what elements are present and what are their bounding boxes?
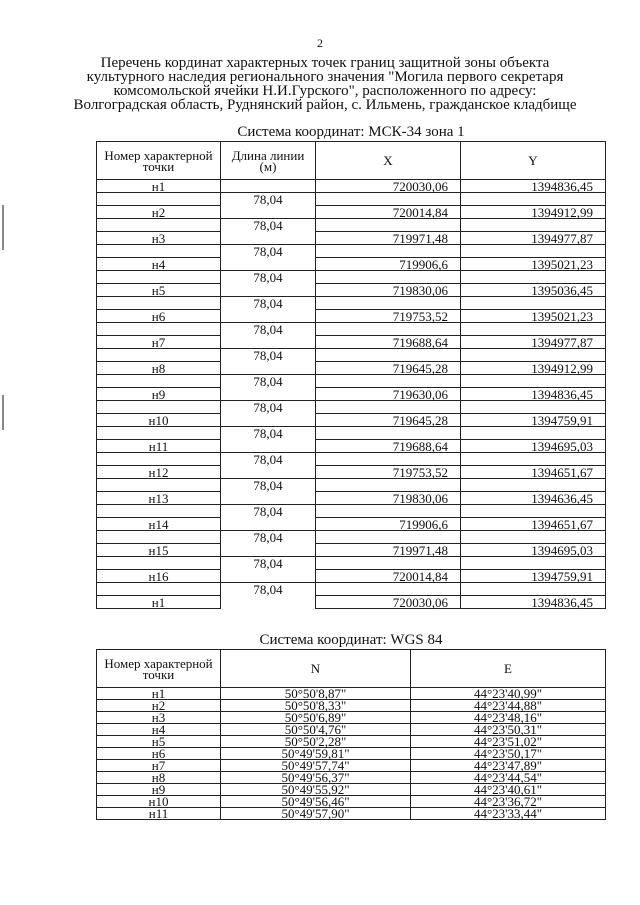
length-spacer-cell [221,206,316,219]
n-cell: 50°49'59,81" [221,748,411,760]
header-x: X [316,142,461,180]
empty-cell [97,375,221,388]
length-cell: 78,04 [221,479,316,492]
e-cell: 44°23'50,17" [411,748,606,760]
empty-cell [461,375,606,388]
point-cell: н2 [97,700,221,712]
n-cell: 50°49'57,90" [221,808,411,820]
point-cell: н4 [97,258,221,271]
empty-cell [461,349,606,362]
empty-cell [461,427,606,440]
n-cell: 50°49'56,46" [221,796,411,808]
empty-cell [316,323,461,336]
length-spacer-cell [221,362,316,375]
point-cell: н16 [97,570,221,583]
length-row [97,531,606,544]
point-cell: н14 [97,518,221,531]
title-line: комсомольской ячейки Н.И.Гурского", расположенного по адресу: [113,83,537,99]
length-row [97,193,606,206]
length-spacer-cell [221,492,316,505]
x-cell: 719645,28 [316,362,461,375]
empty-cell [97,349,221,362]
empty-cell [316,401,461,414]
empty-cell [316,453,461,466]
header-length: Длина линии (м) [221,142,316,180]
x-cell: 719971,48 [316,232,461,245]
wgs-coordinates-table [96,649,606,820]
y-cell: 1394977,87 [461,336,606,349]
length-spacer-cell [221,336,316,349]
length-row [97,323,606,336]
length-cell: 78,04 [221,193,316,206]
point-cell: н1 [97,596,221,609]
table-row [97,544,606,557]
table-row [97,518,606,531]
e-cell: 44°23'47,89" [411,760,606,772]
y-cell: 1394836,45 [461,596,606,609]
empty-cell [97,401,221,414]
empty-cell [461,297,606,310]
point-cell: н7 [97,760,221,772]
n-cell: 50°50'4,76" [221,724,411,736]
empty-cell [461,401,606,414]
e-cell: 44°23'51,02" [411,736,606,748]
table-row [97,310,606,323]
empty-cell [97,323,221,336]
length-row [97,583,606,596]
empty-cell [461,193,606,206]
point-cell: н2 [97,206,221,219]
y-cell: 1395036,45 [461,284,606,297]
point-cell: н5 [97,284,221,297]
point-cell: н10 [97,414,221,427]
empty-cell [97,453,221,466]
length-cell: 78,04 [221,401,316,414]
table-row [97,492,606,505]
empty-cell [316,557,461,570]
empty-cell [316,531,461,544]
x-cell: 719830,06 [316,492,461,505]
empty-cell [316,479,461,492]
empty-cell [97,557,221,570]
empty-cell [461,557,606,570]
y-cell: 1394836,45 [461,388,606,401]
n-cell: 50°50'8,33" [221,700,411,712]
x-cell: 719688,64 [316,440,461,453]
length-cell: 78,04 [221,427,316,440]
length-spacer-cell [221,414,316,427]
table-row [97,466,606,479]
x-cell: 720014,84 [316,206,461,219]
x-cell: 720030,06 [316,596,461,609]
empty-cell [461,505,606,518]
header-e: E [411,650,606,688]
header-y: Y [461,142,606,180]
length-row [97,375,606,388]
empty-cell [316,297,461,310]
point-cell: н3 [97,712,221,724]
length-spacer-cell [221,180,316,193]
table-row [97,206,606,219]
table-header-row [97,650,606,688]
y-cell: 1394651,67 [461,466,606,479]
point-cell: н9 [97,784,221,796]
x-cell: 719906,6 [316,258,461,271]
point-cell: н4 [97,724,221,736]
length-cell: 78,04 [221,297,316,310]
table-row [97,284,606,297]
scan-artifact [2,395,4,430]
header-point: Номер характерной точки [97,142,221,180]
empty-cell [97,505,221,518]
length-cell: 78,04 [221,505,316,518]
length-row [97,219,606,232]
empty-cell [316,375,461,388]
title-line: Перечень кординат характерных точек границ защитной зоны объекта [100,55,550,71]
x-cell: 720030,06 [316,180,461,193]
n-cell: 50°49'56,37" [221,772,411,784]
x-cell: 719630,06 [316,388,461,401]
empty-cell [461,245,606,258]
table-row [97,362,606,375]
length-row [97,349,606,362]
length-row [97,479,606,492]
x-cell: 719906,6 [316,518,461,531]
y-cell: 1394912,99 [461,206,606,219]
x-cell: 719753,52 [316,466,461,479]
length-spacer-cell [221,258,316,271]
e-cell: 44°23'36,72" [411,796,606,808]
length-cell: 78,04 [221,349,316,362]
y-cell: 1394651,67 [461,518,606,531]
empty-cell [97,245,221,258]
table-row [97,570,606,583]
x-cell: 719645,28 [316,414,461,427]
title-line: культурного наследия регионального значения "Могила первого секретаря [86,69,564,85]
length-row [97,245,606,258]
e-cell: 44°23'50,31" [411,724,606,736]
point-cell: н6 [97,310,221,323]
length-spacer-cell [221,440,316,453]
y-cell: 1394759,91 [461,414,606,427]
length-spacer-cell [221,544,316,557]
e-cell: 44°23'40,61" [411,784,606,796]
y-cell: 1395021,23 [461,310,606,323]
length-row [97,401,606,414]
n-cell: 50°49'57,74" [221,760,411,772]
table-row [97,596,606,609]
table-row [97,336,606,349]
point-cell: н8 [97,772,221,784]
length-row [97,271,606,284]
point-cell: н6 [97,748,221,760]
length-cell: 78,04 [221,453,316,466]
empty-cell [461,271,606,284]
empty-cell [316,193,461,206]
n-cell: 50°50'8,87" [221,688,411,700]
empty-cell [97,479,221,492]
document-title [60,56,590,112]
header-n: N [221,650,411,688]
table-row [97,180,606,193]
point-cell: н13 [97,492,221,505]
header-point: Номер характерной точки [97,650,221,688]
point-cell: н8 [97,362,221,375]
e-cell: 44°23'40,99" [411,688,606,700]
point-cell: н12 [97,466,221,479]
table-row [97,232,606,245]
length-spacer-cell [221,466,316,479]
length-spacer-cell [221,310,316,323]
length-spacer-cell [221,388,316,401]
n-cell: 50°49'55,92" [221,784,411,796]
table-header-row [97,142,606,180]
length-row [97,427,606,440]
empty-cell [97,193,221,206]
table-row [97,388,606,401]
empty-cell [461,531,606,544]
length-spacer-cell [221,232,316,245]
empty-cell [316,583,461,596]
length-cell: 78,04 [221,583,316,596]
empty-cell [461,583,606,596]
y-cell: 1394695,03 [461,544,606,557]
y-cell: 1394912,99 [461,362,606,375]
empty-cell [97,297,221,310]
point-cell: н10 [97,796,221,808]
empty-cell [316,219,461,232]
y-cell: 1394695,03 [461,440,606,453]
point-cell: н15 [97,544,221,557]
empty-cell [316,349,461,362]
y-cell: 1394836,45 [461,180,606,193]
length-row [97,453,606,466]
length-row [97,297,606,310]
wgs-caption: Система координат: WGS 84 [259,632,443,648]
empty-cell [461,479,606,492]
length-cell: 78,04 [221,219,316,232]
empty-cell [97,427,221,440]
point-cell: н11 [97,808,221,820]
e-cell: 44°23'48,16" [411,712,606,724]
e-cell: 44°23'33,44" [411,808,606,820]
point-cell: н1 [97,180,221,193]
scan-artifact [2,205,4,250]
point-cell: н3 [97,232,221,245]
empty-cell [97,219,221,232]
point-cell: н5 [97,736,221,748]
x-cell: 719971,48 [316,544,461,557]
length-cell: 78,04 [221,531,316,544]
length-cell: 78,04 [221,375,316,388]
length-spacer-cell [221,570,316,583]
e-cell: 44°23'44,54" [411,772,606,784]
n-cell: 50°50'2,28" [221,736,411,748]
empty-cell [461,453,606,466]
x-cell: 719830,06 [316,284,461,297]
empty-cell [97,531,221,544]
y-cell: 1394636,45 [461,492,606,505]
length-spacer-cell [221,518,316,531]
msk-caption: Система координат: МСК-34 зона 1 [237,124,465,140]
table-row [97,258,606,271]
empty-cell [461,219,606,232]
empty-cell [316,271,461,284]
page-number: 2 [317,36,323,50]
title-line: Волгоградская область, Руднянский район, с. Ильмень, гражданское кладбище [73,97,577,113]
length-cell: 78,04 [221,323,316,336]
y-cell: 1394759,91 [461,570,606,583]
e-cell: 44°23'44,88" [411,700,606,712]
length-row [97,557,606,570]
length-cell: 78,04 [221,557,316,570]
length-row [97,505,606,518]
point-cell: н1 [97,688,221,700]
length-cell: 78,04 [221,245,316,258]
empty-cell [316,505,461,518]
n-cell: 50°50'6,89" [221,712,411,724]
x-cell: 719688,64 [316,336,461,349]
empty-cell [316,427,461,440]
point-cell: н7 [97,336,221,349]
x-cell: 719753,52 [316,310,461,323]
point-cell: н11 [97,440,221,453]
empty-cell [97,271,221,284]
table-row [97,808,606,820]
empty-cell [316,245,461,258]
msk-coordinates-table [96,141,606,609]
empty-cell [461,323,606,336]
length-spacer-cell [221,284,316,297]
empty-cell [97,583,221,596]
table-row [97,414,606,427]
table-row [97,440,606,453]
length-cell: 78,04 [221,271,316,284]
y-cell: 1395021,23 [461,258,606,271]
length-spacer-cell [221,596,316,609]
y-cell: 1394977,87 [461,232,606,245]
point-cell: н9 [97,388,221,401]
x-cell: 720014,84 [316,570,461,583]
